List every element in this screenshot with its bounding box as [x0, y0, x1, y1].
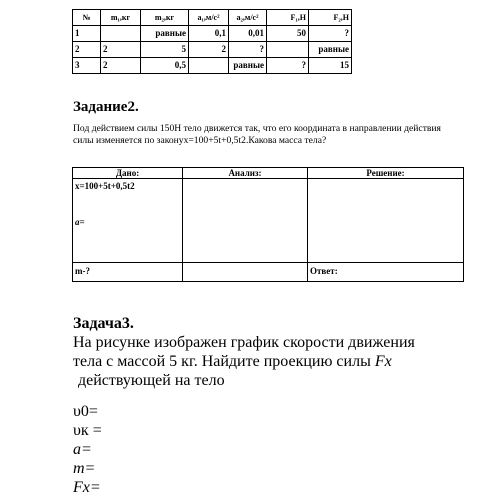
solution-header-row [73, 168, 464, 179]
table-cell: 0,5 [141, 58, 189, 74]
table-cell: 1 [73, 26, 101, 42]
table-cell: равные [141, 26, 189, 42]
solution-header: Решение: [308, 168, 464, 179]
mass-line: m= [73, 460, 96, 477]
table-cell: ? [309, 26, 352, 42]
header-cell: F₁,Н [267, 10, 309, 26]
table-cell: 5 [141, 42, 189, 58]
task3-text-line: На рисунке изображен график скорости движения [73, 334, 415, 351]
header-cell: m₂,кг [141, 10, 189, 26]
table-header-row [73, 10, 352, 26]
table-cell [267, 42, 309, 58]
table-cell: 3 [73, 58, 101, 74]
given-cell [73, 179, 183, 263]
table-cell: ? [229, 42, 267, 58]
table-row [73, 26, 352, 42]
solution-footer-row [73, 263, 464, 282]
given-header: Дано: [73, 168, 183, 179]
acceleration-line: a= [73, 441, 92, 458]
table-cell [101, 26, 141, 42]
header-cell: m₁,кг [101, 10, 141, 26]
header-cell: a₁,м/с² [189, 10, 229, 26]
table-cell: 2 [101, 58, 141, 74]
table-cell: 0,1 [189, 26, 229, 42]
given-acceleration: a= [75, 217, 85, 227]
table-cell: 15 [309, 58, 352, 74]
solution-body-row [73, 179, 464, 263]
solution-table [72, 167, 464, 282]
table-cell: равные [309, 42, 352, 58]
table-cell: 2 [101, 42, 141, 58]
header-cell: a₂,м/с² [229, 10, 267, 26]
given-equation: x=100+5t+0,5t2 [75, 181, 135, 191]
table-cell: равные [229, 58, 267, 74]
table-cell: 2 [73, 42, 101, 58]
answer-cell: Ответ: [308, 263, 464, 282]
solution-cell [308, 179, 464, 263]
find-cell: m-? [73, 263, 183, 282]
table-cell: 2 [189, 42, 229, 58]
header-cell: № [73, 10, 101, 26]
table-row [73, 42, 352, 58]
table-cell: ? [267, 58, 309, 74]
task2-text: Под действием силы 150Н тело движется так, что его координата в направлении действия силы изменяется по законух=100+5t+0,5t2.Какова масса тела? [73, 123, 441, 146]
data-table [72, 9, 352, 74]
final-velocity-line: υк = [73, 422, 102, 439]
table-row [73, 58, 352, 74]
force-line: Fx= [73, 479, 101, 496]
task3-text-line: действующей на тело [78, 372, 225, 389]
force-symbol: Fx [374, 353, 392, 370]
analysis-header: Анализ: [183, 168, 308, 179]
task3-quantities [73, 402, 102, 497]
initial-velocity-line: υ0= [73, 403, 98, 420]
table-cell: 0,01 [229, 26, 267, 42]
header-cell: F₂,Н [309, 10, 352, 26]
task3-text-part: тела с массой 5 кг. Найдите проекцию силы [73, 353, 375, 370]
table-cell: 50 [267, 26, 309, 42]
task3-text-line [73, 352, 473, 371]
task3-text [73, 333, 473, 390]
task3-title: Задача3. [73, 315, 134, 332]
task2-title: Задание2. [73, 99, 139, 115]
empty-cell [183, 263, 308, 282]
table-cell [189, 58, 229, 74]
analysis-cell [183, 179, 308, 263]
